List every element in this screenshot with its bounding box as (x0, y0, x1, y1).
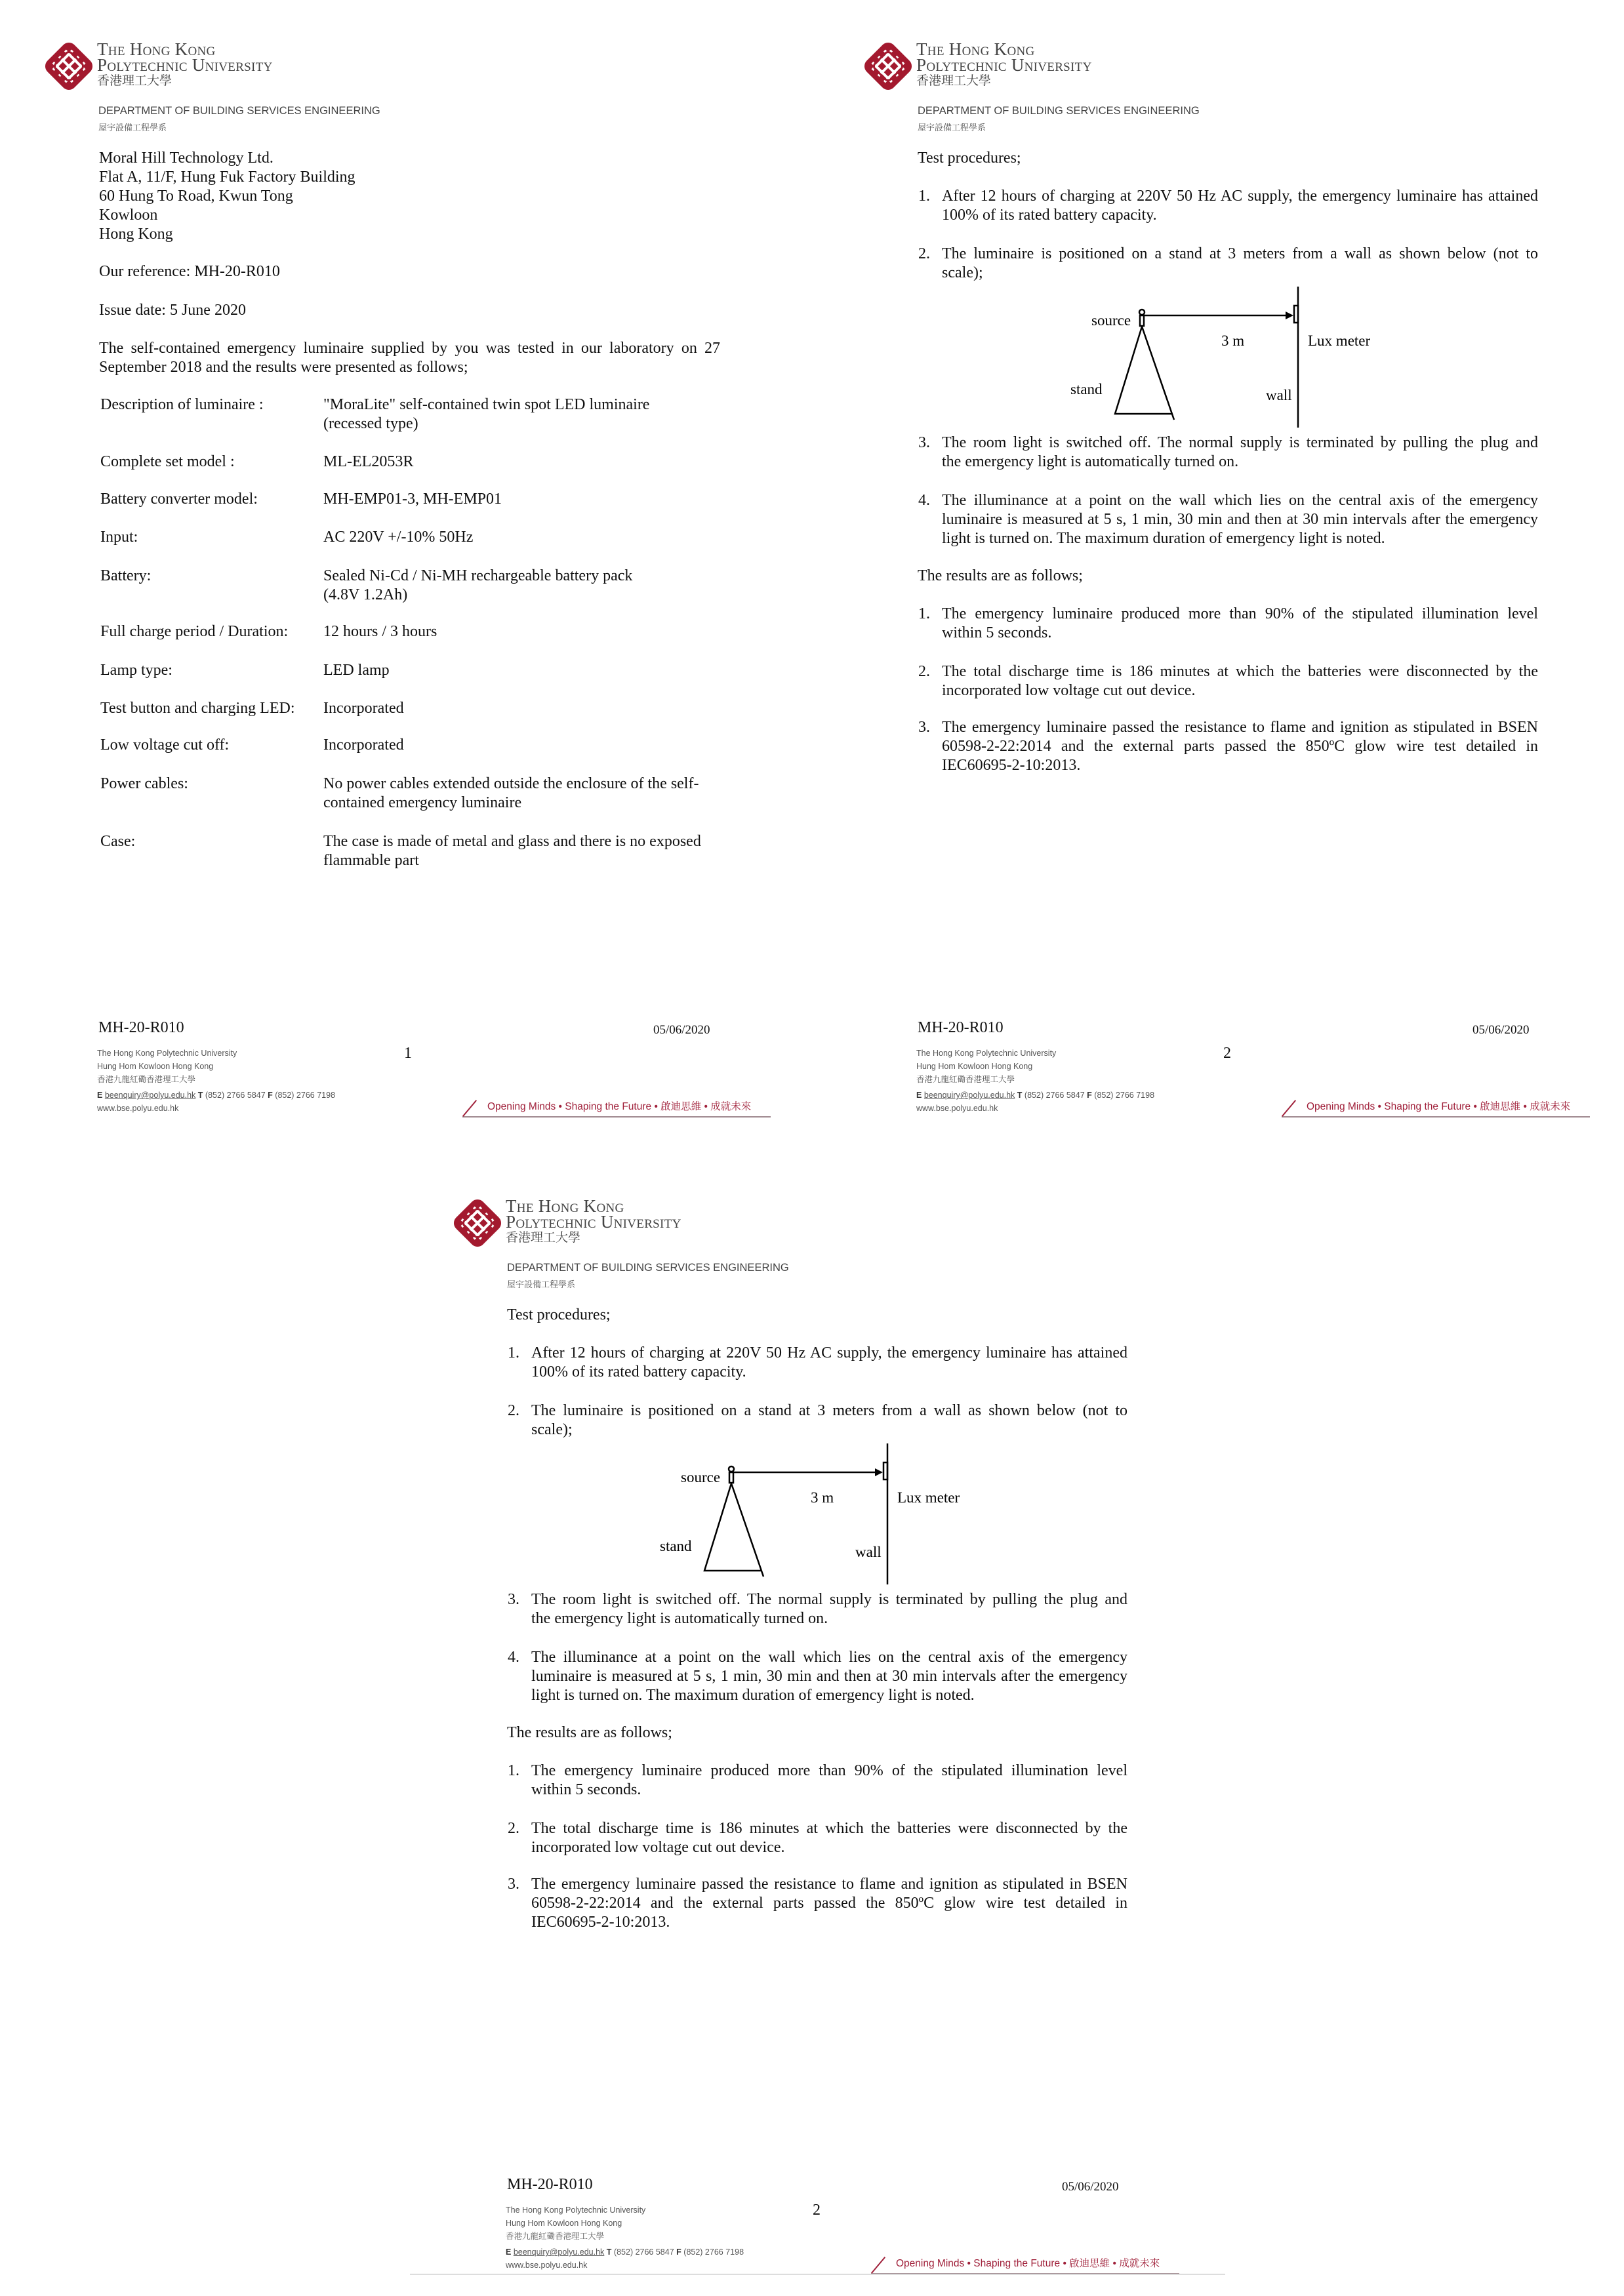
page-edge-line (410, 2274, 1225, 2275)
spec-value (323, 453, 413, 472)
footer-date: 05/06/2020 (1472, 1023, 1530, 1037)
item-number: 3. (508, 1876, 519, 1893)
footer-address-line: 香港九龍紅磡香港理工大學 (506, 2232, 605, 2241)
spec-label: Input: (100, 529, 138, 546)
stand-label: stand (660, 1538, 692, 1554)
item-number: 4. (918, 492, 930, 509)
arrow-head-icon (875, 1468, 883, 1476)
item-line: The emergency luminaire produced more than 90% of the stipulated illumination level (531, 1762, 1127, 1779)
intro-line: September 2018 and the results were presented as follows; (99, 359, 468, 376)
item-line: The room light is switched off. The normal supply is terminated by pulling the plug and (942, 434, 1538, 451)
spec-value (323, 567, 632, 605)
footer-contact-line (506, 2246, 744, 2259)
distance-label: 3 m (811, 1489, 834, 1506)
page-number: 2 (1223, 1045, 1231, 1062)
tel-label: T (606, 2247, 612, 2257)
department-name-chinese: 屋宇設備工程學系 (507, 1280, 576, 1290)
results-heading: The results are as follows; (918, 567, 1083, 584)
item-line: within 5 seconds. (942, 624, 1052, 641)
item-line: 100% of its rated battery capacity. (942, 207, 1157, 224)
item-number: 1. (918, 605, 930, 622)
footer-address-line: Hung Hom Kowloon Hong Kong (506, 2219, 622, 2228)
address-line: Moral Hill Technology Ltd. (99, 150, 274, 167)
spec-value (323, 395, 649, 433)
item-line: The emergency luminaire passed the resistance to flame and ignition as stipulated in BSEN (942, 719, 1538, 736)
address-line: Hong Kong (99, 226, 173, 243)
item-number: 1. (508, 1344, 519, 1361)
item-line: The luminaire is positioned on a stand at 3 meters from a wall as shown below (not to (531, 1402, 1127, 1419)
spec-value (323, 775, 699, 813)
spec-value (323, 622, 437, 641)
email-label: E (506, 2247, 512, 2257)
page-2-procedures (819, 0, 1624, 1128)
university-name-line2: Polytechnic University (916, 55, 1092, 75)
spec-label: Battery converter model: (100, 491, 258, 508)
stand-label: stand (1070, 381, 1103, 397)
university-logo-icon (860, 38, 916, 94)
slogan-slash (871, 2257, 885, 2274)
email-link[interactable]: beenquiry@polyu.edu.hk (924, 1091, 1015, 1100)
footer-contact-line (97, 1089, 335, 1102)
university-name-line1: The Hong Kong (506, 1196, 624, 1216)
item-line: The emergency luminaire passed the resistance to flame and ignition as stipulated in BSEN (531, 1876, 1127, 1893)
spec-label: Lamp type: (100, 662, 173, 679)
item-text (942, 718, 1538, 775)
spec-value (323, 490, 502, 509)
item-text (531, 1875, 1127, 1932)
university-name-line2: Polytechnic University (97, 55, 273, 75)
item-line: IEC60695-2-10:2013. (942, 757, 1081, 774)
item-text (942, 491, 1538, 548)
page-1 (0, 0, 813, 1128)
footer-address-line: The Hong Kong Polytechnic University (506, 2205, 646, 2215)
department-name-chinese: 屋宇設備工程學系 (98, 123, 167, 133)
spec-value (323, 661, 390, 680)
website: www.bse.polyu.edu.hk (916, 1104, 998, 1113)
spec-value-line: No power cables extended outside the enclosure of the self- (323, 775, 699, 792)
intro-line: The self-contained emergency luminaire supplied by you was tested in our laboratory on 27 (99, 340, 720, 357)
lux-meter-label: Lux meter (1308, 332, 1371, 349)
slogan-banner (1282, 1097, 1590, 1118)
spec-value (323, 699, 404, 718)
slogan-text: Opening Minds • Shaping the Future • 啟迪思維 • 成就未來 (487, 1101, 752, 1112)
spec-value (323, 736, 404, 755)
footer-contact-line (916, 1089, 1154, 1102)
slogan-slash (1282, 1100, 1296, 1117)
tel-label: T (197, 1091, 203, 1100)
slogan-banner (462, 1097, 771, 1118)
item-line: The total discharge time is 186 minutes at which the batteries were disconnected by the (942, 663, 1538, 680)
email-label: E (916, 1091, 922, 1100)
footer-date: 05/06/2020 (653, 1023, 710, 1037)
footer-address-line: 香港九龍紅磡香港理工大學 (97, 1075, 196, 1084)
website: www.bse.polyu.edu.hk (506, 2261, 588, 2270)
item-number: 2. (918, 245, 930, 262)
item-text (531, 1819, 1127, 1857)
results-heading: The results are as follows; (507, 1724, 672, 1741)
item-line: The illuminance at a point on the wall which lies on the central axis of the emergency (531, 1649, 1127, 1666)
recipient-address (99, 149, 355, 244)
item-number: 4. (508, 1649, 519, 1666)
item-text (531, 1762, 1127, 1800)
spec-value-line: Incorporated (323, 700, 404, 717)
our-reference: Our reference: MH-20-R010 (99, 263, 280, 280)
spec-value-line: flammable part (323, 852, 419, 869)
stand-icon (704, 1483, 763, 1577)
item-line: 60598-2-22:2014 and the external parts passed the 850ºC glow wire test detailed in (531, 1895, 1127, 1912)
fax-number: (852) 2766 7198 (275, 1091, 336, 1100)
intro-paragraph (99, 339, 720, 377)
spec-value-line: "MoraLite" self-contained twin spot LED luminaire (323, 396, 650, 413)
spec-label: Power cables: (100, 775, 188, 792)
slogan-slash (462, 1100, 477, 1117)
test-setup-diagram (1049, 282, 1443, 439)
footer-address-line: Hung Hom Kowloon Hong Kong (97, 1062, 214, 1071)
issue-date: Issue date: 5 June 2020 (99, 302, 246, 319)
fax-label: F (268, 1091, 273, 1100)
spec-value (323, 528, 473, 547)
test-setup-diagram (639, 1439, 1032, 1596)
lux-meter-label: Lux meter (897, 1489, 960, 1506)
item-line: After 12 hours of charging at 220V 50 Hz AC supply, the emergency luminaire has attained (942, 188, 1538, 205)
item-line: The emergency luminaire produced more than 90% of the stipulated illumination level (942, 605, 1538, 622)
department-name-chinese: 屋宇設備工程學系 (918, 123, 986, 133)
item-number: 3. (918, 434, 930, 451)
item-line: After 12 hours of charging at 220V 50 Hz AC supply, the emergency luminaire has attained (531, 1344, 1127, 1361)
test-procedures-heading: Test procedures; (507, 1306, 611, 1323)
item-line: 60598-2-22:2014 and the external parts passed the 850ºC glow wire test detailed in (942, 738, 1538, 755)
address-line: 60 Hung To Road, Kwun Tong (99, 188, 293, 205)
diagram-lines (1115, 287, 1298, 428)
university-name-line1: The Hong Kong (916, 39, 1035, 59)
item-number: 2. (508, 1402, 519, 1419)
item-text (531, 1344, 1127, 1382)
source-label: source (681, 1469, 721, 1485)
spec-label: Low voltage cut off: (100, 736, 230, 754)
item-text (531, 1401, 1127, 1440)
spec-label: Full charge period / Duration: (100, 623, 289, 640)
tel-number: (852) 2766 5847 (205, 1091, 266, 1100)
university-name-chinese: 香港理工大學 (97, 73, 173, 88)
footer-date: 05/06/2020 (1062, 2180, 1119, 2194)
item-line: 100% of its rated battery capacity. (531, 1363, 746, 1380)
spec-value-line: (4.8V 1.2Ah) (323, 586, 408, 603)
item-number: 1. (508, 1762, 519, 1779)
footer-contact (506, 2204, 744, 2272)
spec-value-line: AC 220V +/-10% 50Hz (323, 529, 474, 546)
university-name-chinese: 香港理工大學 (506, 1230, 581, 1245)
item-line: scale); (942, 264, 983, 281)
item-number: 2. (918, 663, 930, 680)
footer-contact (916, 1047, 1154, 1115)
wall-label: wall (855, 1544, 882, 1560)
item-text (942, 187, 1538, 225)
spec-value-line: (recessed type) (323, 415, 418, 432)
footer-contact (97, 1047, 335, 1115)
email-link[interactable]: beenquiry@polyu.edu.hk (104, 1091, 196, 1100)
spec-value-line: MH-EMP01-3, MH-EMP01 (323, 491, 502, 508)
distance-label: 3 m (1221, 332, 1245, 349)
item-text (942, 605, 1538, 643)
slogan-text: Opening Minds • Shaping the Future • 啟迪思維 • 成就未來 (896, 2258, 1160, 2269)
spec-value (323, 832, 701, 870)
footer-address-line: 香港九龍紅磡香港理工大學 (916, 1075, 1015, 1084)
item-line: scale); (531, 1421, 573, 1438)
address-line: Flat A, 11/F, Hung Fuk Factory Building (99, 169, 355, 186)
university-name-line2: Polytechnic University (506, 1212, 681, 1232)
tel-number: (852) 2766 5847 (1024, 1091, 1085, 1100)
item-line: IEC60695-2-10:2013. (531, 1914, 670, 1931)
page-number: 2 (813, 2202, 821, 2219)
department-name: DEPARTMENT OF BUILDING SERVICES ENGINEERING (98, 105, 380, 117)
tel-number: (852) 2766 5847 (613, 2247, 674, 2257)
footer-reference: MH-20-R010 (507, 2176, 593, 2193)
spec-value-line: 12 hours / 3 hours (323, 623, 437, 640)
item-text (942, 662, 1538, 700)
tel-label: T (1017, 1091, 1023, 1100)
item-line: light is turned on. The maximum duration of emergency light is noted. (531, 1687, 975, 1704)
item-line: The luminaire is positioned on a stand at 3 meters from a wall as shown below (not to (942, 245, 1538, 262)
spec-label: Case: (100, 833, 136, 850)
university-logo-icon (449, 1195, 506, 1251)
university-name-chinese: 香港理工大學 (916, 73, 992, 88)
item-line: The illuminance at a point on the wall which lies on the central axis of the emergency (942, 492, 1538, 509)
wall-label: wall (1266, 387, 1292, 403)
fax-number: (852) 2766 7198 (683, 2247, 744, 2257)
spec-value-line: ML-EL2053R (323, 453, 414, 470)
spec-label: Description of luminaire : (100, 396, 264, 413)
address-line: Kowloon (99, 207, 158, 224)
item-line: the emergency light is automatically turned on. (942, 453, 1239, 470)
spec-label: Complete set model : (100, 453, 235, 470)
university-logo-icon (41, 38, 97, 94)
source-label: source (1091, 312, 1131, 329)
spec-value-line: Sealed Ni-Cd / Ni-MH rechargeable battery pack (323, 567, 633, 584)
email-link[interactable]: beenquiry@polyu.edu.hk (513, 2247, 605, 2257)
arrow-head-icon (1286, 312, 1293, 319)
item-line: light is turned on. The maximum duration of emergency light is noted. (942, 530, 1385, 547)
light-source-icon (729, 1466, 734, 1472)
luminaire-body (1140, 315, 1144, 326)
item-line: the emergency light is automatically turned on. (531, 1610, 828, 1627)
item-number: 2. (508, 1820, 519, 1837)
footer-reference: MH-20-R010 (918, 1019, 1004, 1036)
stand-icon (1115, 327, 1174, 420)
slogan-text: Opening Minds • Shaping the Future • 啟迪思維 • 成就未來 (1307, 1101, 1571, 1112)
item-text (942, 245, 1538, 283)
item-line: incorporated low voltage cut out device. (942, 682, 1196, 699)
university-name-line1: The Hong Kong (97, 39, 216, 59)
spec-label: Battery: (100, 567, 152, 584)
item-line: incorporated low voltage cut out device. (531, 1839, 785, 1856)
spec-value-line: The case is made of metal and glass and there is no exposed (323, 833, 701, 850)
website: www.bse.polyu.edu.hk (97, 1104, 179, 1113)
spec-value-line: Incorporated (323, 736, 404, 754)
item-number: 3. (918, 719, 930, 736)
spec-label: Test button and charging LED: (100, 700, 295, 717)
test-procedures-heading: Test procedures; (918, 150, 1021, 167)
department-name: DEPARTMENT OF BUILDING SERVICES ENGINEERING (918, 105, 1200, 117)
item-text (531, 1648, 1127, 1705)
footer-address-line: Hung Hom Kowloon Hong Kong (916, 1062, 1033, 1071)
department-name: DEPARTMENT OF BUILDING SERVICES ENGINEERING (507, 1262, 789, 1274)
item-number: 3. (508, 1591, 519, 1608)
email-label: E (97, 1091, 103, 1100)
diagram-lines (704, 1443, 887, 1584)
fax-label: F (676, 2247, 681, 2257)
luminaire-body (729, 1472, 733, 1483)
spec-value-line: contained emergency luminaire (323, 794, 522, 811)
page-3-procedures (409, 1157, 1222, 2285)
fax-number: (852) 2766 7198 (1094, 1091, 1155, 1100)
page-number: 1 (404, 1045, 412, 1062)
footer-reference: MH-20-R010 (98, 1019, 184, 1036)
item-line: luminaire is measured at 5 s, 1 min, 30 min and then at 30 min intervals after the emergency (942, 511, 1538, 528)
footer-address-line: The Hong Kong Polytechnic University (916, 1049, 1057, 1058)
slogan-banner (871, 2253, 1179, 2274)
item-number: 1. (918, 188, 930, 205)
item-line: The room light is switched off. The normal supply is terminated by pulling the plug and (531, 1591, 1127, 1608)
item-line: within 5 seconds. (531, 1781, 641, 1798)
fax-label: F (1087, 1091, 1092, 1100)
item-line: The total discharge time is 186 minutes at which the batteries were disconnected by the (531, 1820, 1127, 1837)
footer-address-line: The Hong Kong Polytechnic University (97, 1049, 237, 1058)
light-source-icon (1139, 310, 1145, 315)
item-line: luminaire is measured at 5 s, 1 min, 30 min and then at 30 min intervals after the emergency (531, 1668, 1127, 1685)
spec-value-line: LED lamp (323, 662, 390, 679)
